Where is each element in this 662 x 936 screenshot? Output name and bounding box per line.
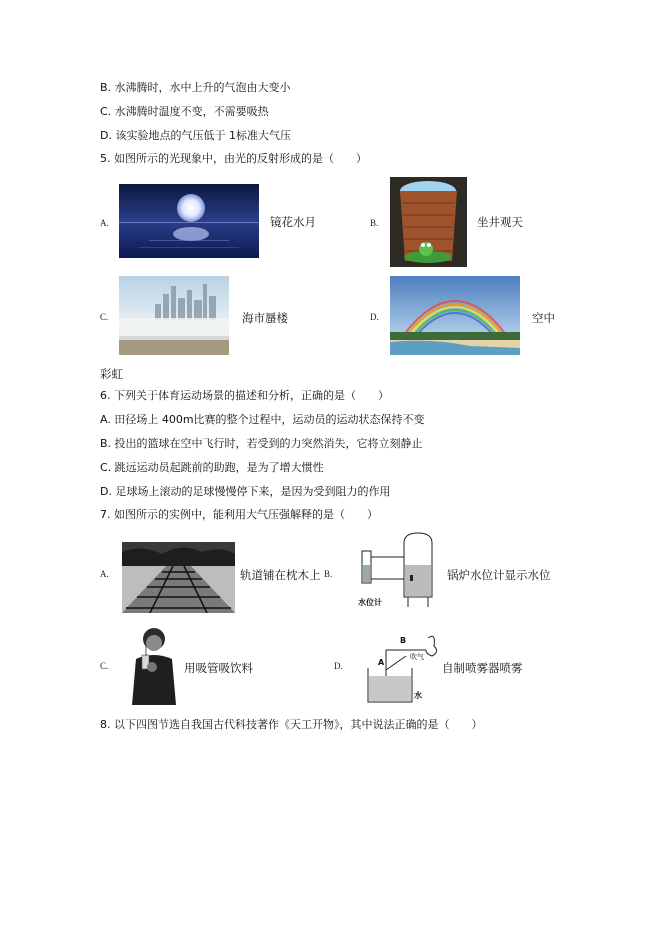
q4-option-c: C. 水沸腾时温度不变，不需要吸热 — [100, 105, 269, 118]
q7-d-label: D. — [334, 661, 343, 671]
frog-in-well-image — [390, 177, 467, 267]
q7-d-caption: 自制喷雾器喷雾 — [442, 661, 523, 675]
q6-option-d: D. 足球场上滚动的足球慢慢停下来，是因为受到阻力的作用 — [100, 485, 391, 498]
q6-stem: 6. 下列关于体育运动场景的描述和分析，正确的是（ ） — [100, 389, 389, 402]
boiler-gauge-diagram — [350, 531, 440, 613]
q5-a-label: A. — [100, 218, 109, 228]
q7-a-caption: 轨道铺在枕木上 — [240, 568, 321, 582]
q8-stem: 8. 以下四图节选自我国古代科技著作《天工开物》，其中说法正确的是（ ） — [100, 718, 483, 731]
sprayer-label-b: B — [400, 636, 407, 645]
q4-option-b: B. 水沸腾时，水中上升的气泡由大变小 — [100, 81, 291, 94]
q5-d-caption: 空中 — [532, 311, 555, 325]
q7-b-label: B. — [324, 569, 333, 579]
q7-b-caption: 锅炉水位计显示水位 — [447, 568, 551, 582]
q7-stem: 7. 如图所示的实例中，能利用大气压强解释的是（ ） — [100, 508, 378, 521]
sprayer-label-blow: 吹气 — [410, 653, 424, 661]
q7-a-label: A. — [100, 569, 109, 579]
q7-c-caption: 用吸管吸饮料 — [184, 661, 253, 675]
q5-c-caption: 海市蜃楼 — [242, 311, 288, 325]
sprayer-label-water: 水 — [414, 691, 422, 700]
q6-option-a: A. 田径场上 400m比赛的整个过程中，运动员的运动状态保持不变 — [100, 413, 425, 426]
sprayer-diagram — [356, 624, 442, 706]
boy-drinking-image — [128, 625, 180, 705]
mirage-city-image — [119, 276, 229, 355]
q5-b-label: B. — [370, 218, 379, 228]
q5-stem: 5. 如图所示的光现象中，由光的反射形成的是（ ） — [100, 152, 367, 165]
q4-option-d: D. 该实验地点的气压低于 1标准大气压 — [100, 129, 291, 142]
q5-c-label: C. — [100, 312, 109, 322]
q5-b-caption: 坐井观天 — [477, 215, 523, 229]
q6-option-c: C. 跳远运动员起跳前的助跑，是为了增大惯性 — [100, 461, 324, 474]
q5-d-caption-continuation: 彩虹 — [100, 367, 123, 381]
railway-track-image — [122, 542, 235, 613]
sprayer-label-a: A — [378, 658, 385, 667]
q7-c-label: C. — [100, 661, 109, 671]
q5-a-caption: 镜花水月 — [270, 215, 316, 229]
rainbow-image — [390, 276, 520, 355]
water-gauge-text: 水位计 — [358, 598, 382, 607]
q5-d-label: D. — [370, 312, 379, 322]
q6-option-b: B. 投出的篮球在空中飞行时，若受到的力突然消失，它将立刻静止 — [100, 437, 423, 450]
moon-reflection-image — [119, 184, 259, 258]
